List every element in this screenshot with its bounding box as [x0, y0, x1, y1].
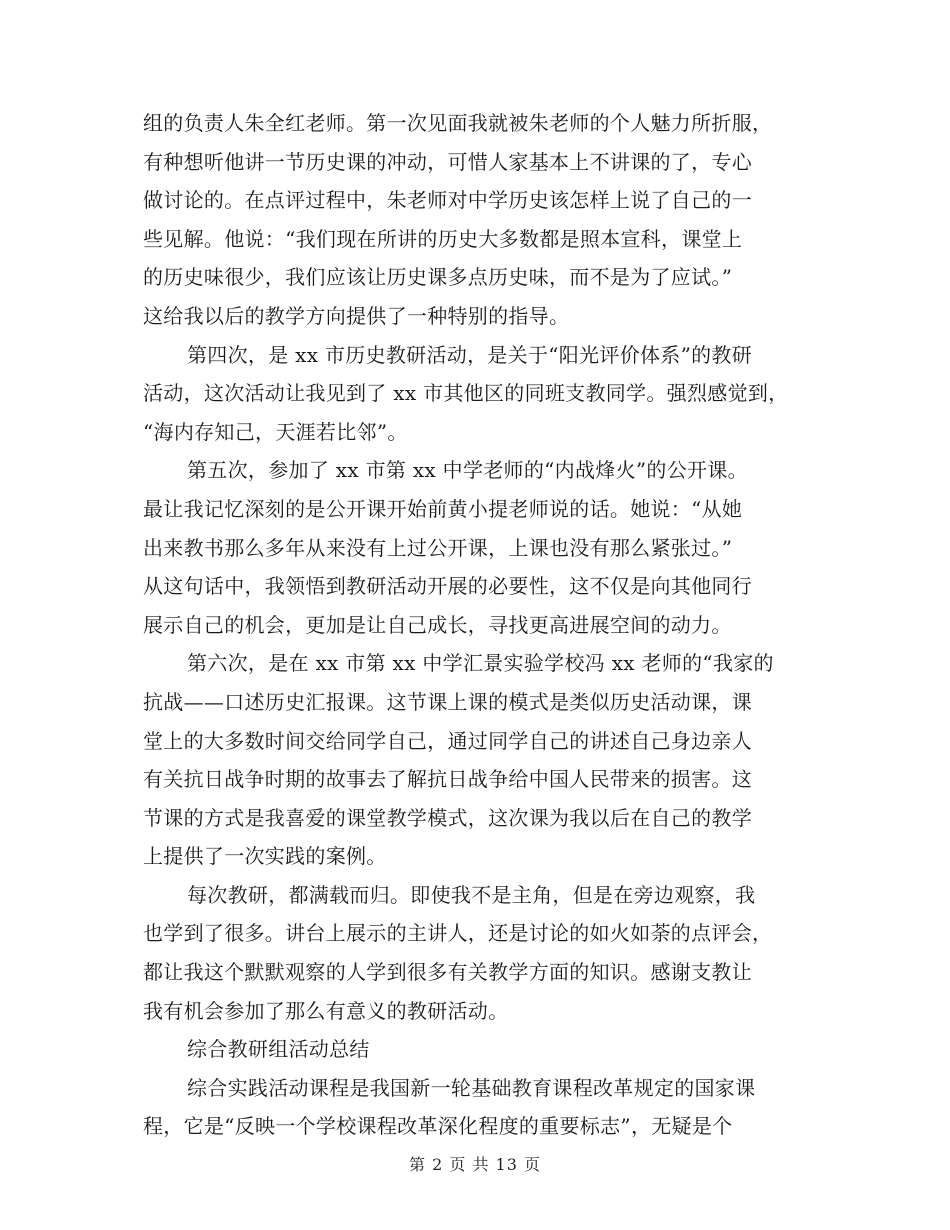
text-line: 也学到了很多。讲台上展示的主讲人，还是讨论的如火如荼的点评会， — [143, 921, 773, 946]
text-line: 节课的方式是我喜爱的课堂教学模式，这次课为我以后在自己的教学 — [143, 805, 752, 830]
body-text — [143, 104, 808, 1146]
page-number-footer: 第 2 页 共 13 页 — [409, 1155, 541, 1174]
text-line: 组的负责人朱全红老师。第一次见面我就被朱老师的个人魅力所折服， — [143, 111, 773, 135]
text-line: 第六次，是在 xx 市第 xx 中学汇景实验学校冯 xx 老师的“我家的 — [187, 651, 774, 676]
text-line: 有种想听他讲一节历史课的冲动，可惜人家基本上不讲课的了，专心 — [143, 149, 752, 174]
text-line: 些见解。他说：“我们现在所讲的历史大多数都是照本宣科，课堂上 — [143, 226, 743, 251]
text-line: 程，它是“反映一个学校课程改革深化程度的重要标志”，无疑是个 — [143, 1114, 733, 1139]
text-line: 有关抗日战争时期的故事去了解抗日战争给中国人民带来的损害。这 — [143, 767, 752, 792]
text-line: 第五次，参加了 xx 市第 xx 中学老师的“内战烽火”的公开课。 — [187, 458, 748, 483]
text-line: 堂上的大多数时间交给同学自己，通过同学自己的讲述自己身边亲人 — [143, 728, 752, 753]
text-line: 最让我记忆深刻的是公开课开始前黄小提老师说的话。她说：“从她 — [143, 496, 743, 521]
text-line: 从这句话中，我领悟到教研活动开展的必要性，这不仅是向其他同行 — [143, 574, 752, 599]
text-line: 这给我以后的教学方向提供了一种特别的指导。 — [143, 303, 570, 328]
text-line: 上提供了一次实践的案例。 — [143, 844, 387, 869]
text-line: 抗战——口述历史汇报课。这节课上课的模式是类似历史活动课，课 — [143, 689, 752, 714]
text-line: 活动，这次活动让我见到了 xx 市其他区的同班支教同学。强烈感觉到， — [143, 381, 789, 406]
text-line: 都让我这个默默观察的人学到很多有关教学方面的知识。感谢支教让 — [143, 960, 752, 985]
text-line: 展示自己的机会，更加是让自己成长，寻找更高进展空间的动力。 — [143, 612, 732, 637]
text-line: 综合实践活动课程是我国新一轮基础教育课程改革规定的国家课 — [187, 1075, 756, 1100]
text-line: 每次教研，都满载而归。即使我不是主角，但是在旁边观察，我 — [187, 882, 756, 907]
text-line: 的历史味很少，我们应该让历史课多点历史味，而不是为了应试。” — [143, 265, 733, 290]
text-line: 我有机会参加了那么有意义的教研活动。 — [143, 998, 509, 1023]
text-line: “海内存知己，天涯若比邻”。 — [143, 419, 408, 444]
text-line: 做讨论的。在点评过程中，朱老师对中学历史该怎样上说了自己的一 — [143, 188, 752, 213]
text-line: 第四次，是 xx 市历史教研活动，是关于“阳光评价体系”的教研 — [187, 342, 753, 367]
text-line: 出来教书那么多年从来没有上过公开课，上课也没有那么紧张过。” — [143, 535, 733, 560]
section-heading: 综合教研组活动总结 — [187, 1037, 370, 1062]
